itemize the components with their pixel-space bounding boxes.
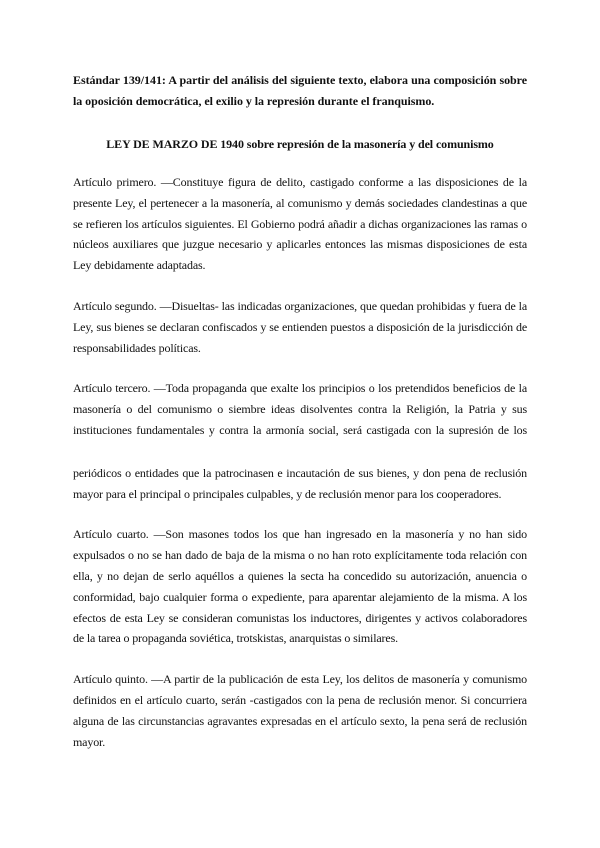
- article-3: Artículo tercero. —Toda propaganda que exalte los principios o los pretendidos beneficios de la masonería o del comunismo o siembre ideas disolventes contra la Religión, la Patria y sus instituciones fundamentales y contra la armonía social, será castigada con la supresión de los: [73, 381, 527, 437]
- assignment-heading: Estándar 139/141: A partir del análisis del siguiente texto, elabora una composición sobre la oposición democrática, el exilio y la represión durante el franquismo.: [73, 73, 527, 108]
- article-5: Artículo quinto. —A partir de la publicación de esta Ley, los delitos de masonería y comunismo definidos en el artículo cuarto, serán -castigados con la pena de reclusión menor. Si concurriera alguna de las circunstancias agravantes expresadas en el artículo sexto, la pena será de reclusión mayor.: [73, 672, 527, 749]
- article-4: Artículo cuarto. —Son masones todos los que han ingresado en la masonería y no han sido expulsados o no se han dado de baja de la misma o no han roto explícitamente toda relación con ella, y no dejan de serlo aquéllos a quienes la secta ha concedido su autorización, anuencia o conformidad, bajo cualquier forma o expediente, para aparentar alejamiento de la misma. A los efectos de esta Ley se consideran comunistas los inductores, dirigentes y activos colaboradores de la tarea o propaganda soviética, trotskistas, anarquistas o similares.: [73, 527, 527, 646]
- article-1: Artículo primero. —Constituye figura de delito, castigado conforme a las disposiciones de la presente Ley, el pertenecer a la masonería, al comunismo y demás sociedades clandestinas a que se refieren los artículos siguientes. El Gobierno podrá añadir a dichas organizaciones las ramas o núcleos auxiliares que juzgue necesario y aplicarles entonces las mismas disposiciones de esta Ley debidamente adaptadas.: [73, 175, 527, 273]
- article-3-continued: periódicos o entidades que la patrocinasen e incautación de sus bienes, y don pena de reclusión mayor para el principal o principales culpables, y de reclusión menor para los cooperadores.: [73, 465, 527, 501]
- article-2: Artículo segundo. —Disueltas- las indicadas organizaciones, que quedan prohibidas y fuera de la Ley, sus bienes se declaran confiscados y se entienden puestos a disposición de la jurisdicción de responsabilidades políticas.: [73, 298, 527, 355]
- law-title: LEY DE MARZO DE 1940 sobre represión de la masonería y del comunismo: [106, 137, 494, 151]
